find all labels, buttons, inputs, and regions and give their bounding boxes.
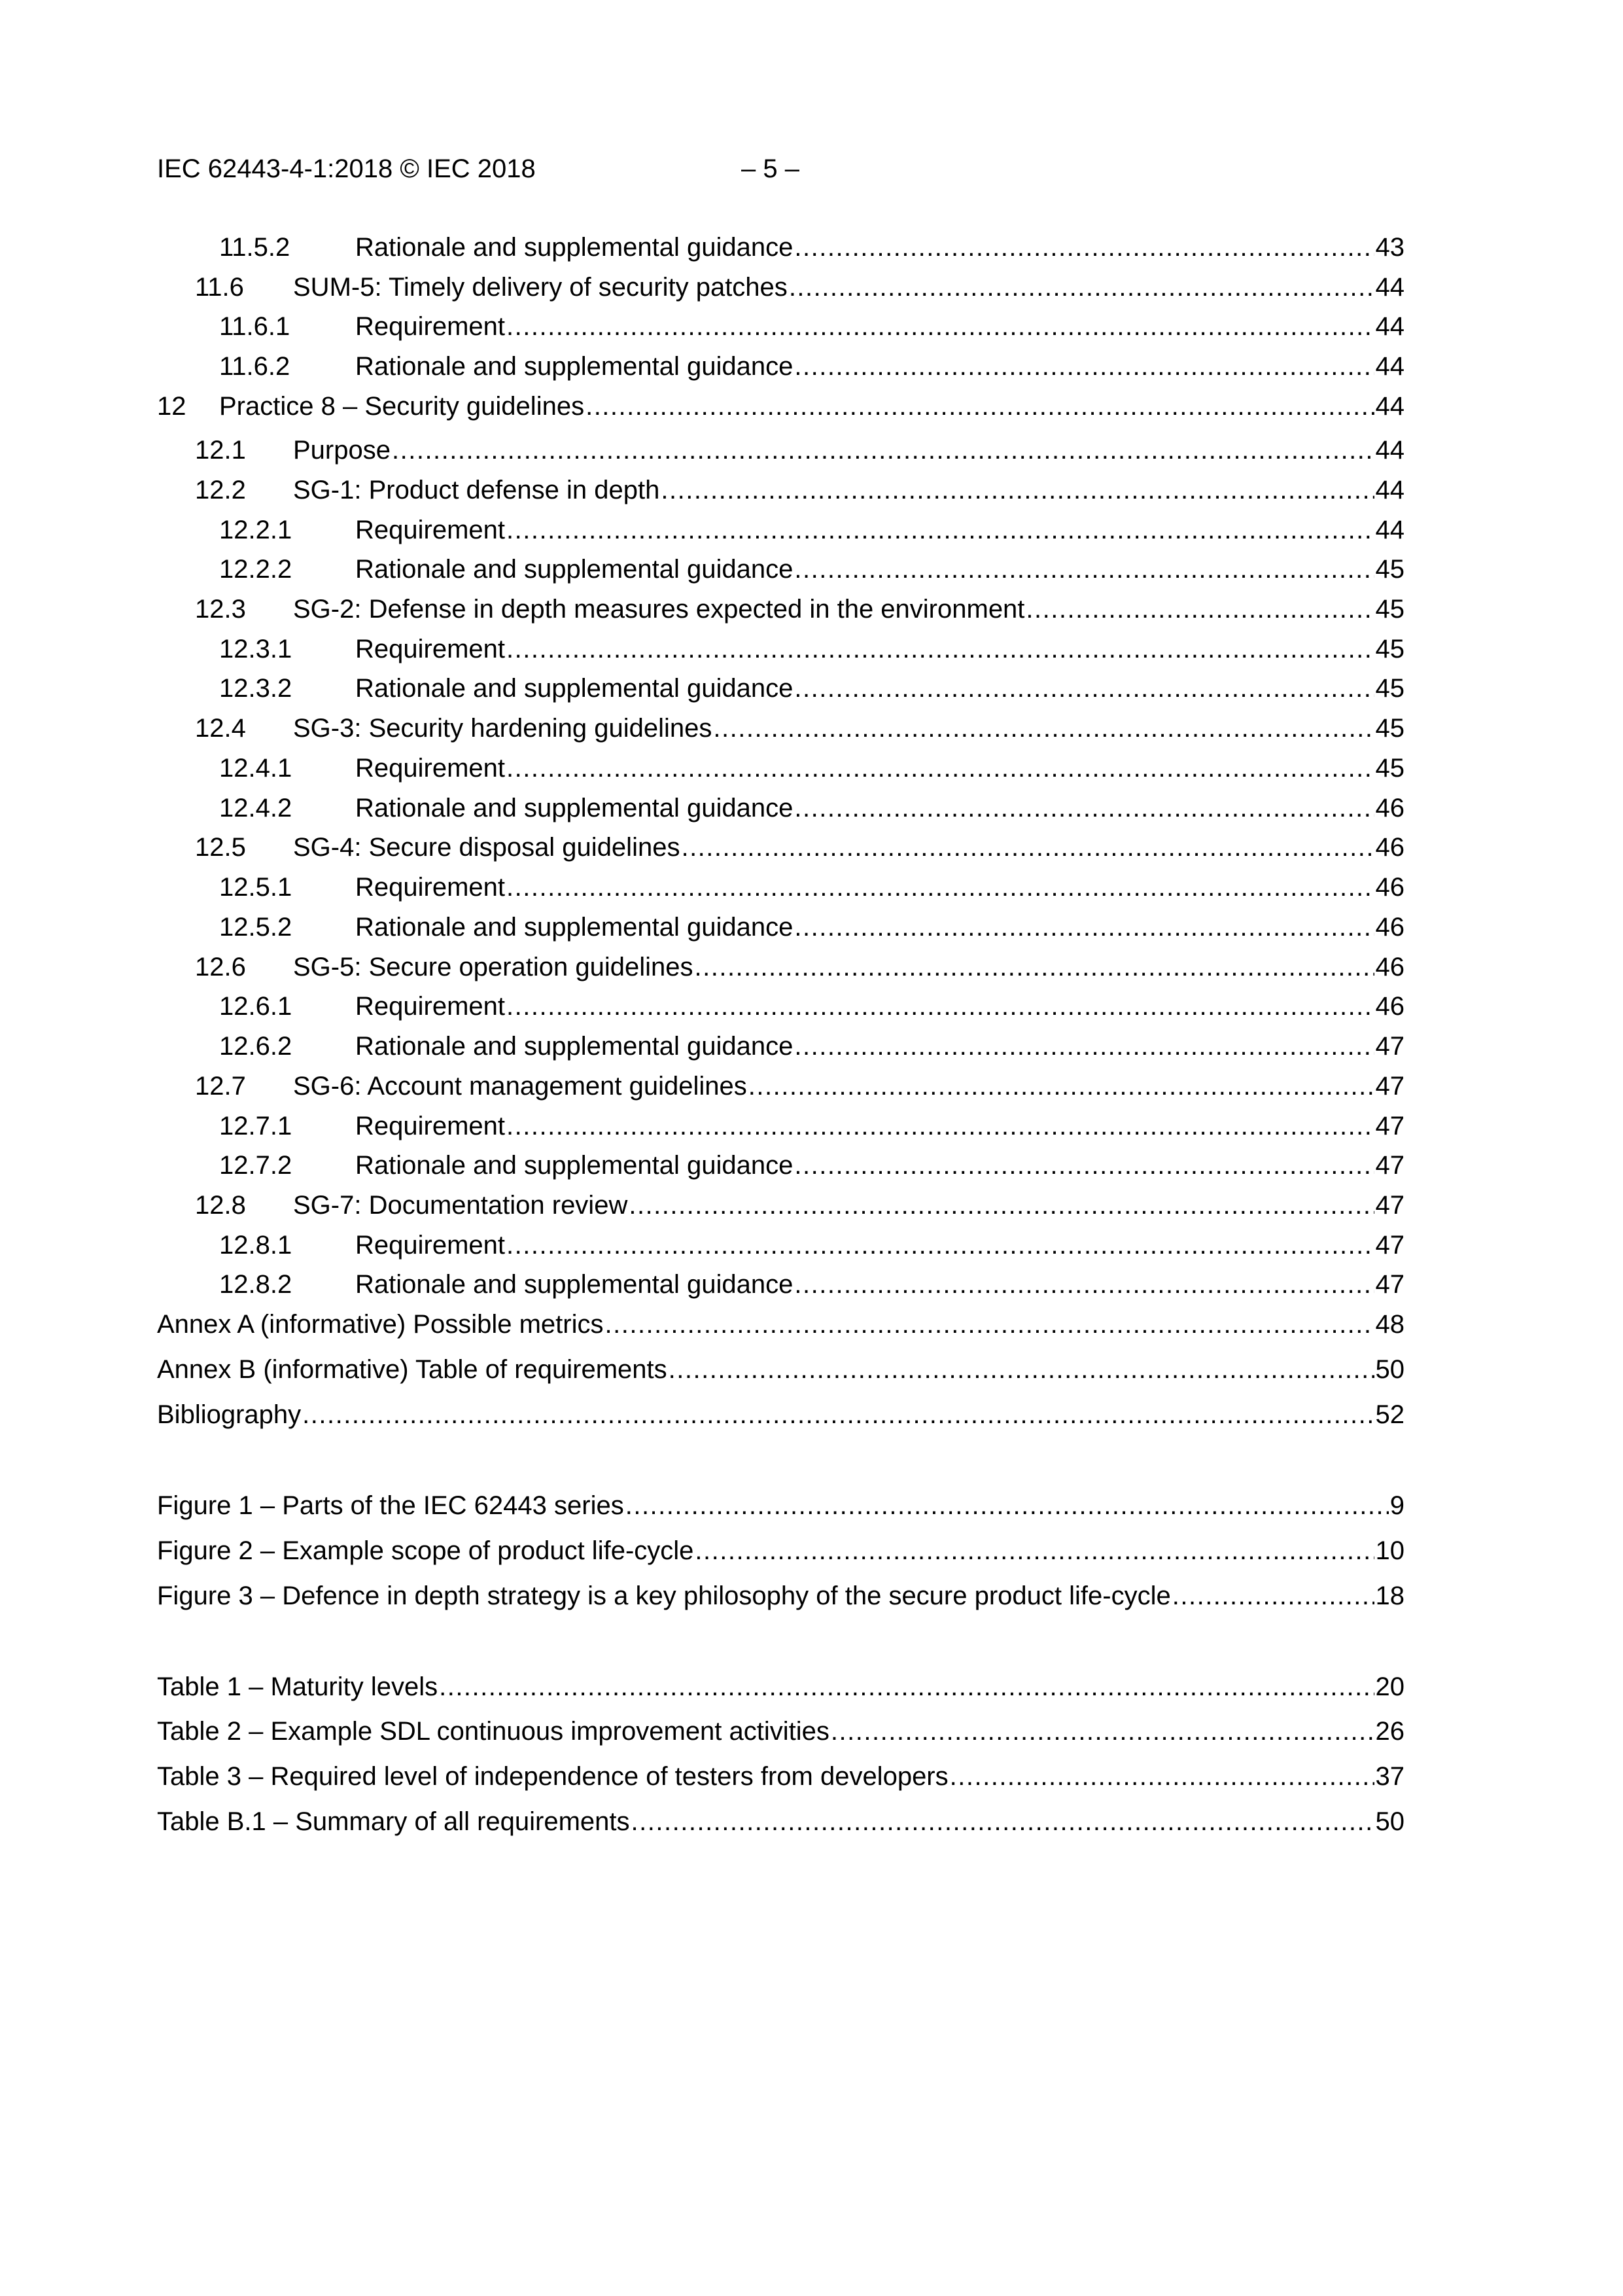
toc-entry-title: Rationale and supplemental guidance bbox=[355, 233, 794, 262]
toc-entry-page: 44 bbox=[1375, 476, 1405, 504]
toc-entry-number: 12.5.1 bbox=[219, 873, 292, 902]
toc-entry-page: 46 bbox=[1375, 992, 1405, 1021]
toc-entry[interactable] bbox=[157, 1112, 1405, 1146]
toc-entry[interactable] bbox=[157, 1072, 1405, 1106]
toc-entry[interactable] bbox=[157, 516, 1405, 550]
toc-entry-number: 11.6.2 bbox=[219, 352, 290, 381]
toc-entry-page: 43 bbox=[1375, 233, 1405, 262]
dot-leader bbox=[506, 516, 1374, 545]
dot-leader bbox=[506, 992, 1374, 1021]
toc-entry-page: 37 bbox=[1375, 1762, 1405, 1791]
toc-entry-title: Requirement bbox=[355, 516, 506, 544]
toc-entry-number: 12.7 bbox=[195, 1072, 246, 1101]
toc-entry-page: 18 bbox=[1375, 1581, 1405, 1610]
toc-entry-title: Requirement bbox=[355, 312, 506, 341]
toc-entry[interactable] bbox=[157, 595, 1405, 629]
dot-leader bbox=[694, 953, 1374, 982]
toc-entry-page: 47 bbox=[1375, 1270, 1405, 1299]
toc-entry[interactable] bbox=[157, 1191, 1405, 1225]
toc-entry-page: 47 bbox=[1375, 1112, 1405, 1140]
toc-entry[interactable] bbox=[157, 794, 1405, 828]
figure-list-entry[interactable] bbox=[157, 1536, 1405, 1570]
dot-leader bbox=[695, 1536, 1374, 1566]
toc-entry-title: SG-7: Documentation review bbox=[293, 1191, 628, 1220]
toc-entry-page: 44 bbox=[1375, 516, 1405, 544]
toc-entry[interactable] bbox=[157, 1355, 1405, 1389]
toc-entry-number: 11.6.1 bbox=[219, 312, 290, 341]
toc-entry-page: 26 bbox=[1375, 1717, 1405, 1746]
table-list-entry[interactable] bbox=[157, 1762, 1405, 1796]
toc-entry[interactable] bbox=[157, 476, 1405, 510]
toc-entry-page: 44 bbox=[1375, 352, 1405, 381]
toc-entry-page: 46 bbox=[1375, 794, 1405, 822]
toc-entry[interactable] bbox=[157, 312, 1405, 346]
toc-entry-title: Figure 1 – Parts of the IEC 62443 series bbox=[157, 1491, 624, 1520]
dot-leader bbox=[669, 1355, 1374, 1385]
toc-entry-page: 45 bbox=[1375, 635, 1405, 663]
toc-entry-number: 12.2.1 bbox=[219, 516, 292, 544]
toc-entry[interactable] bbox=[157, 754, 1405, 788]
dot-leader bbox=[506, 1112, 1374, 1141]
toc-entry[interactable] bbox=[157, 1032, 1405, 1066]
toc-entry-number: 12.6 bbox=[195, 953, 246, 981]
dot-leader bbox=[506, 873, 1374, 902]
toc-entry-page: 46 bbox=[1375, 873, 1405, 902]
toc-entry-title: Table B.1 – Summary of all requirements bbox=[157, 1807, 630, 1836]
toc-entry[interactable] bbox=[157, 273, 1405, 307]
toc-entry-page: 44 bbox=[1375, 312, 1405, 341]
toc-entry-title: Annex B (informative) Table of requirements bbox=[157, 1355, 667, 1384]
dot-leader bbox=[661, 476, 1374, 505]
toc-entry-title: SG-6: Account management guidelines bbox=[293, 1072, 747, 1101]
toc-entry-title: Requirement bbox=[355, 1231, 506, 1260]
dot-leader bbox=[506, 312, 1374, 342]
toc-entry-title: Figure 2 – Example scope of product life-cycle bbox=[157, 1536, 694, 1565]
toc-entry-title: SUM-5: Timely delivery of security patches bbox=[293, 273, 788, 302]
toc-entry[interactable] bbox=[157, 674, 1405, 708]
toc-entry-page: 47 bbox=[1375, 1032, 1405, 1061]
toc-entry[interactable] bbox=[157, 1270, 1405, 1304]
toc-entry-page: 45 bbox=[1375, 674, 1405, 703]
dot-leader bbox=[794, 352, 1374, 381]
toc-entry-title: Practice 8 – Security guidelines bbox=[219, 392, 585, 421]
toc-entry-number: 12.3 bbox=[195, 595, 246, 624]
toc-entry-page: 47 bbox=[1375, 1151, 1405, 1180]
toc-entry-number: 11.6 bbox=[195, 273, 244, 302]
dot-leader bbox=[681, 833, 1374, 862]
toc-entry-page: 50 bbox=[1375, 1355, 1405, 1384]
toc-entry-title: SG-5: Secure operation guidelines bbox=[293, 953, 693, 981]
dot-leader bbox=[585, 392, 1374, 421]
toc-entry-number: 12.5 bbox=[195, 833, 246, 862]
toc-entry-title: Rationale and supplemental guidance bbox=[355, 1270, 794, 1299]
toc-entry[interactable] bbox=[157, 555, 1405, 589]
toc-entry[interactable] bbox=[157, 1151, 1405, 1185]
toc-entry[interactable] bbox=[157, 714, 1405, 748]
toc-entry-title: SG-3: Security hardening guidelines bbox=[293, 714, 712, 743]
toc-entry-page: 44 bbox=[1375, 273, 1405, 302]
toc-entry-title: Requirement bbox=[355, 992, 506, 1021]
toc-entry-page: 47 bbox=[1375, 1072, 1405, 1101]
toc-entry[interactable] bbox=[157, 1231, 1405, 1265]
toc-entry-page: 46 bbox=[1375, 833, 1405, 862]
toc-entry-page: 46 bbox=[1375, 953, 1405, 981]
dot-leader bbox=[604, 1310, 1374, 1339]
dot-leader bbox=[392, 436, 1374, 465]
toc-entry[interactable] bbox=[157, 873, 1405, 907]
toc-entry-title: Rationale and supplemental guidance bbox=[355, 352, 794, 381]
dot-leader bbox=[506, 635, 1374, 664]
toc-entry-title: Rationale and supplemental guidance bbox=[355, 794, 794, 822]
dot-leader bbox=[1026, 595, 1374, 624]
dot-leader bbox=[950, 1762, 1374, 1792]
toc-entry[interactable] bbox=[157, 436, 1405, 470]
toc-entry-page: 9 bbox=[1389, 1491, 1405, 1520]
toc-entry-page: 10 bbox=[1375, 1536, 1405, 1565]
toc-entry-number: 11.5.2 bbox=[219, 233, 290, 262]
dot-leader bbox=[506, 1231, 1374, 1260]
toc-entry-number: 12.3.1 bbox=[219, 635, 292, 663]
toc-entry-number: 12.5.2 bbox=[219, 913, 292, 942]
toc-entry-page: 52 bbox=[1375, 1400, 1405, 1429]
toc-entry-number: 12.6.1 bbox=[219, 992, 292, 1021]
dot-leader bbox=[794, 674, 1374, 703]
toc-entry-page: 47 bbox=[1375, 1191, 1405, 1220]
toc-entry-title: Rationale and supplemental guidance bbox=[355, 674, 794, 703]
toc-entry-title: Table 1 – Maturity levels bbox=[157, 1672, 438, 1701]
toc-entry-page: 45 bbox=[1375, 555, 1405, 584]
toc-entry-title: Figure 3 – Defence in depth strategy is a key philosophy of the secure product life-cycle bbox=[157, 1581, 1171, 1610]
toc-entry[interactable] bbox=[157, 1310, 1405, 1344]
toc-entry-number: 12.7.1 bbox=[219, 1112, 292, 1140]
dot-leader bbox=[794, 794, 1374, 823]
dot-leader bbox=[625, 1491, 1389, 1521]
toc-entry[interactable] bbox=[157, 913, 1405, 947]
toc-entry-number: 12.8.1 bbox=[219, 1231, 292, 1260]
toc-entry-title: Table 3 – Required level of independence of testers from developers bbox=[157, 1762, 949, 1791]
toc-entry-number: 12.2 bbox=[195, 476, 246, 504]
figure-list-entry[interactable] bbox=[157, 1581, 1405, 1616]
toc-entry[interactable] bbox=[157, 352, 1405, 386]
toc-entry[interactable] bbox=[157, 233, 1405, 267]
toc-entry-title: Rationale and supplemental guidance bbox=[355, 1032, 794, 1061]
toc-entry-title: Rationale and supplemental guidance bbox=[355, 1151, 794, 1180]
toc-entry[interactable] bbox=[157, 953, 1405, 987]
table-list-entry[interactable] bbox=[157, 1807, 1405, 1841]
toc-entry-page: 50 bbox=[1375, 1807, 1405, 1836]
toc-entry-page: 44 bbox=[1375, 436, 1405, 465]
toc-entry[interactable] bbox=[157, 635, 1405, 669]
toc-entry-title: Bibliography bbox=[157, 1400, 302, 1429]
dot-leader bbox=[439, 1672, 1374, 1702]
toc-entry-title: Requirement bbox=[355, 873, 506, 902]
dot-leader bbox=[1172, 1581, 1374, 1611]
toc-entry-title: Table 2 – Example SDL continuous improvement activities bbox=[157, 1717, 829, 1746]
dot-leader bbox=[794, 1270, 1374, 1299]
toc-entry-number: 12.4.2 bbox=[219, 794, 292, 822]
toc-entry[interactable] bbox=[157, 1400, 1405, 1434]
dot-leader bbox=[789, 273, 1374, 302]
dot-leader bbox=[794, 1151, 1374, 1180]
dot-leader bbox=[713, 714, 1374, 743]
toc-entry-title: Purpose bbox=[293, 436, 391, 465]
toc-entry-page: 45 bbox=[1375, 714, 1405, 743]
toc-entry-title: Rationale and supplemental guidance bbox=[355, 555, 794, 584]
toc-entry-title: SG-4: Secure disposal guidelines bbox=[293, 833, 680, 862]
dot-leader bbox=[506, 754, 1374, 783]
toc-entry-page: 46 bbox=[1375, 913, 1405, 942]
dot-leader bbox=[631, 1807, 1374, 1837]
page-number: – 5 – bbox=[741, 154, 799, 183]
toc-entry-number: 12.1 bbox=[195, 436, 246, 465]
dot-leader bbox=[794, 1032, 1374, 1061]
table-list-entry[interactable] bbox=[157, 1717, 1405, 1751]
toc-entry-page: 44 bbox=[1375, 392, 1405, 421]
toc-entry-page: 47 bbox=[1375, 1231, 1405, 1260]
toc-entry[interactable] bbox=[157, 392, 1405, 426]
toc-entry-title: SG-1: Product defense in depth bbox=[293, 476, 660, 504]
document-id: IEC 62443-4-1:2018 © IEC 2018 bbox=[157, 154, 536, 183]
toc-entry-number: 12.7.2 bbox=[219, 1151, 292, 1180]
toc-entry-number: 12.2.2 bbox=[219, 555, 292, 584]
table-list-entry[interactable] bbox=[157, 1672, 1405, 1706]
toc-entry-page: 45 bbox=[1375, 754, 1405, 783]
figure-list-entry[interactable] bbox=[157, 1491, 1405, 1525]
toc-entry[interactable] bbox=[157, 992, 1405, 1026]
toc-entry-number: 12.3.2 bbox=[219, 674, 292, 703]
dot-leader bbox=[794, 233, 1374, 262]
dot-leader bbox=[629, 1191, 1374, 1220]
toc-entry-title: Annex A (informative) Possible metrics bbox=[157, 1310, 604, 1339]
toc-entry-title: SG-2: Defense in depth measures expected in the environment bbox=[293, 595, 1025, 624]
dot-leader bbox=[831, 1717, 1374, 1746]
toc-entry-number: 12.6.2 bbox=[219, 1032, 292, 1061]
toc-entry-number: 12.8 bbox=[195, 1191, 246, 1220]
toc-entry-title: Requirement bbox=[355, 754, 506, 783]
toc-entry-number: 12.4.1 bbox=[219, 754, 292, 783]
toc-entry-number: 12 bbox=[157, 392, 186, 421]
dot-leader bbox=[794, 555, 1374, 584]
toc-entry-page: 20 bbox=[1375, 1672, 1405, 1701]
toc-entry-number: 12.4 bbox=[195, 714, 246, 743]
dot-leader bbox=[748, 1072, 1374, 1101]
toc-entry-title: Requirement bbox=[355, 635, 506, 663]
dot-leader bbox=[794, 913, 1374, 942]
toc-entry-title: Rationale and supplemental guidance bbox=[355, 913, 794, 942]
dot-leader bbox=[302, 1400, 1374, 1430]
toc-entry-page: 45 bbox=[1375, 595, 1405, 624]
toc-entry-title: Requirement bbox=[355, 1112, 506, 1140]
toc-entry-number: 12.8.2 bbox=[219, 1270, 292, 1299]
toc-entry[interactable] bbox=[157, 833, 1405, 867]
toc-entry-page: 48 bbox=[1375, 1310, 1405, 1339]
